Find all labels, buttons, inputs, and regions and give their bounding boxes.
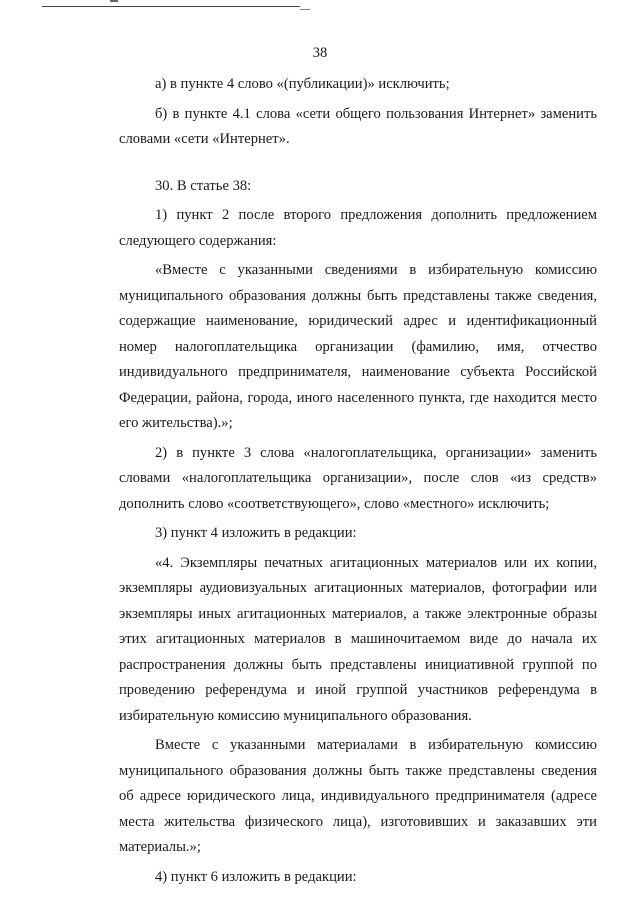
scan-artifact: [110, 0, 118, 2]
quoted-paragraph: «4. Экземпляры печатных агитационных материалов или их копии, экземпляры аудиовизуальных агитационных материалов, фотографии или экземпляры иных агитационных материалов, а также электронные образы этих агитационных материалов в машиночитаемом виде до начала их распространения должны быть представлены инициативной группой по проведению референдума и иной группой участников референдума в избирательную комиссию муниципального образования.: [119, 554, 597, 724]
scan-artifact-line: [300, 9, 310, 10]
paragraph: 1) пункт 2 после второго предложения дополнить предложением следующего содержания:: [119, 207, 597, 249]
quoted-paragraph: «Вместе с указанными сведениями в избирательную комиссию муниципального образования должны быть представлены также сведения, содержащие наименование, юридический адрес и идентификационный номер налогоплательщика организации (фамилию, имя, отчество индивидуального предпринимателя, наименование субъекта Российской Федерации, района, города, иного населенного пункта, где находится место его жительства).»;: [119, 262, 597, 431]
paragraph: 2) в пункте 3 слова «налогоплательщика, организации» заменить словами «налогоплательщика организации», после слов «из средств» дополнить слово «соответствующего», слово «местного» исключить;: [119, 444, 597, 512]
paragraph: 3) пункт 4 изложить в редакции:: [155, 525, 357, 541]
document-body: [119, 72, 597, 890]
paragraph: 4) пункт 6 изложить в редакции:: [155, 868, 357, 885]
section-heading: 30. В статье 38:: [155, 177, 252, 194]
scan-artifact-line: [42, 6, 300, 7]
page-number: 38: [312, 45, 328, 61]
paragraph: б) в пункте 4.1 слова «сети общего пользования Интернет» заменить словами «сети «Интернет».: [119, 105, 597, 147]
quoted-paragraph: Вместе с указанными материалами в избирательную комиссию муниципального образования должны быть также представлены сведения об адресе юридического лица, индивидуального предпринимателя (адресе места жительства физического лица), изготовивших и заказавших эти материалы.»;: [119, 737, 597, 855]
paragraph: а) в пункте 4 слово «(публикации)» исключить;: [155, 76, 450, 92]
